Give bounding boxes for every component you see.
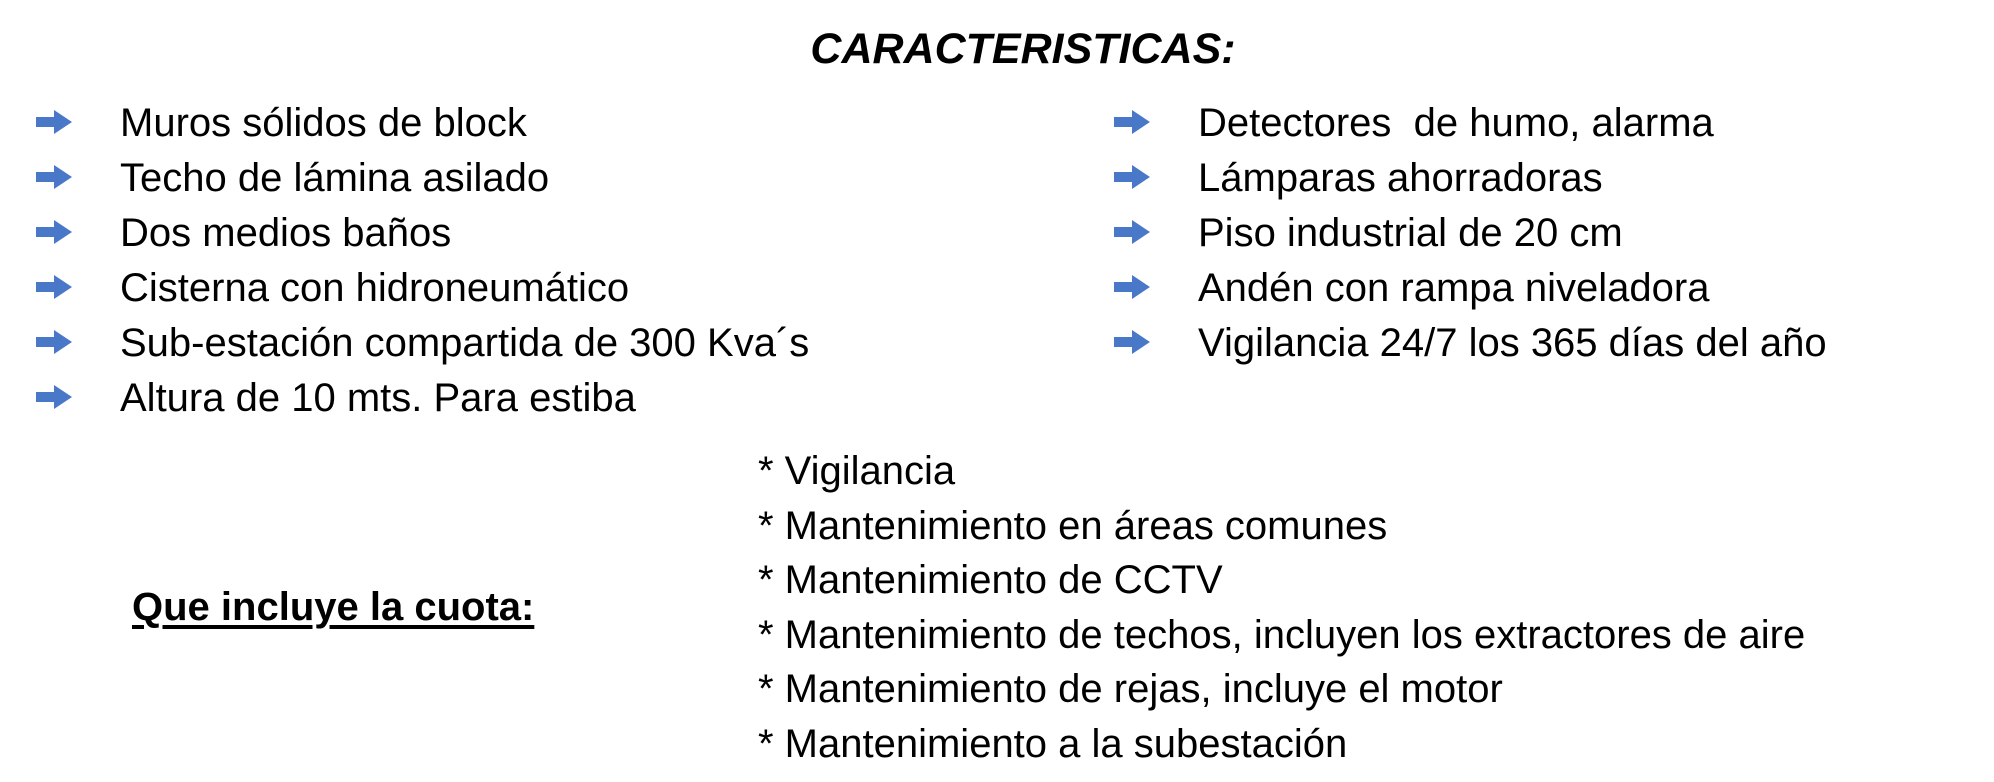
- fee-item: * Mantenimiento de techos, incluyen los extractores de aire: [758, 612, 1806, 657]
- feature-text: Cisterna con hidroneumático: [120, 266, 630, 310]
- feature-item: [1112, 206, 1827, 261]
- feature-text: Muros sólidos de block: [120, 101, 527, 145]
- page-title: CARACTERISTICAS:: [810, 25, 1236, 73]
- feature-item: [1112, 96, 1827, 151]
- feature-item: [34, 151, 809, 206]
- feature-text: Altura de 10 mts. Para estiba: [120, 376, 636, 420]
- fee-heading: Que incluye la cuota:: [132, 585, 535, 629]
- right-arrow-icon: [34, 96, 120, 151]
- feature-item: [34, 96, 809, 151]
- feature-text: Andén con rampa niveladora: [1198, 266, 1710, 310]
- fee-item: * Mantenimiento de rejas, incluye el motor: [758, 667, 1503, 711]
- feature-text: Techo de lámina asilado: [120, 156, 550, 200]
- fee-item: * Mantenimiento de CCTV: [758, 558, 1223, 602]
- features-list-right: [1112, 96, 1827, 371]
- right-arrow-icon: [34, 151, 120, 206]
- right-arrow-icon: [34, 316, 120, 371]
- feature-text: Dos medios baños: [120, 211, 452, 255]
- feature-text: Sub-estación compartida de 300 Kva´s: [120, 321, 810, 365]
- feature-item: [34, 371, 809, 426]
- feature-item: [1112, 261, 1827, 316]
- fee-items-list: [758, 444, 1805, 771]
- fee-item: * Mantenimiento en áreas comunes: [758, 503, 1388, 548]
- feature-item: [1112, 316, 1827, 371]
- feature-text: Piso industrial de 20 cm: [1198, 211, 1623, 255]
- right-arrow-icon: [1112, 316, 1198, 371]
- right-arrow-icon: [1112, 151, 1198, 206]
- features-list-left: [34, 96, 809, 426]
- fee-item: * Mantenimiento a la subestación: [758, 721, 1348, 766]
- feature-item: [1112, 151, 1827, 206]
- right-arrow-icon: [1112, 96, 1198, 151]
- feature-item: [34, 261, 809, 316]
- right-arrow-icon: [1112, 261, 1198, 316]
- feature-item: [34, 316, 809, 371]
- feature-text: Detectores de humo, alarma: [1198, 101, 1714, 145]
- fee-item: * Vigilancia: [758, 449, 956, 493]
- feature-text: Lámparas ahorradoras: [1198, 156, 1603, 200]
- feature-text: Vigilancia 24/7 los 365 días del año: [1198, 321, 1827, 365]
- feature-item: [34, 206, 809, 261]
- right-arrow-icon: [34, 261, 120, 316]
- right-arrow-icon: [34, 206, 120, 261]
- right-arrow-icon: [1112, 206, 1198, 261]
- right-arrow-icon: [34, 371, 120, 426]
